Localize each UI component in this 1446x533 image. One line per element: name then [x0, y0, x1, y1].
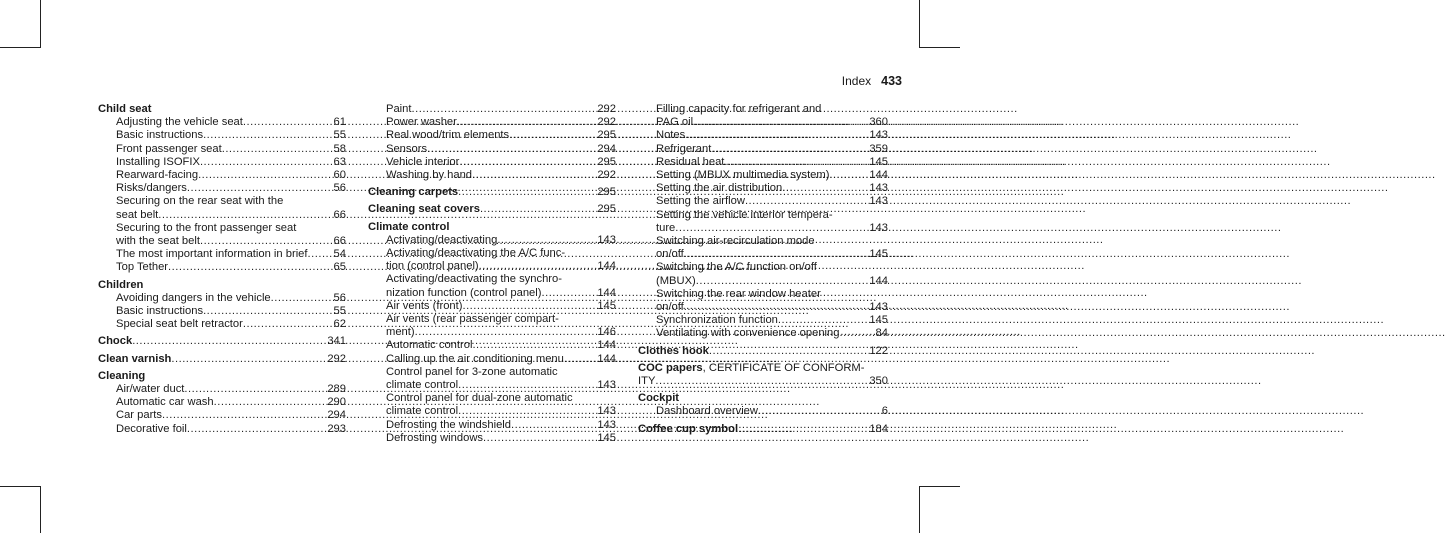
entry-page: 295 [597, 186, 616, 199]
index-entry [98, 383, 346, 396]
crop-mark [919, 486, 960, 487]
leader-dots [738, 423, 865, 436]
entry-page: 143 [869, 195, 888, 208]
entry-text: Dashboard overview [656, 405, 758, 418]
entry-text: on/off [656, 301, 684, 314]
leader-dots [655, 375, 865, 388]
crop-mark [40, 486, 41, 533]
entry-text: Setting (MBUX multimedia system) [656, 169, 830, 182]
index-heading [368, 203, 616, 216]
index-heading: Climate control [368, 220, 450, 233]
entry-text: climate control [386, 405, 459, 418]
entry-text: Setting the airflow [656, 195, 745, 208]
index-entry-line: Securing to the front passenger seat [116, 221, 297, 234]
entry-text: Car parts [116, 409, 163, 422]
entry-page: 293 [327, 422, 346, 435]
leader-dots [782, 182, 865, 195]
leader-dots [308, 248, 330, 261]
index-entry [368, 419, 616, 432]
entry-page: 144 [869, 274, 888, 287]
index-entry [638, 156, 888, 169]
entry-page: 55 [333, 305, 346, 318]
leader-dots [564, 353, 593, 366]
entry-text: ITY [638, 375, 656, 388]
leader-dots [479, 260, 594, 273]
entry-text: climate control [386, 379, 459, 392]
index-heading: Child seat [98, 103, 152, 115]
entry-text: nization function (control panel) [386, 286, 542, 299]
index-heading [98, 335, 346, 348]
leader-dots [415, 326, 594, 339]
leader-dots [214, 396, 324, 409]
entry-page: 66 [333, 208, 346, 221]
entry-text: Defrosting windows [386, 431, 484, 444]
entry-page: 290 [327, 396, 346, 409]
entry-text: Top Tether [116, 261, 169, 274]
entry-page: 122 [869, 344, 888, 357]
entry-page: 84 [875, 327, 888, 340]
entry-text: on/off [656, 248, 684, 261]
index-entry [638, 143, 888, 156]
entry-page: 184 [869, 422, 888, 435]
leader-dots [198, 169, 329, 182]
index-entry [98, 129, 346, 142]
index-entry [368, 339, 616, 352]
leader-dots [675, 222, 865, 235]
index-entry [638, 222, 888, 235]
index-entry [98, 182, 346, 195]
entry-page: 143 [597, 405, 616, 418]
entry-text: Vehicle interior [386, 155, 460, 168]
crop-mark [919, 47, 960, 48]
index-entry [98, 143, 346, 156]
header-label: Index [841, 74, 872, 88]
index-entry [368, 260, 616, 273]
entry-text: with the seat belt [116, 235, 200, 248]
entry-page: 145 [597, 299, 616, 312]
entry-text: Automatic control [386, 339, 473, 352]
entry-text: Sensors [386, 142, 428, 155]
crop-mark [40, 0, 41, 48]
entry-text: Avoiding dangers in the vehicle [116, 291, 271, 304]
entry-text: Real wood/trim elements [386, 129, 510, 142]
entry-text: COC papers [638, 361, 703, 374]
leader-dots [511, 419, 593, 432]
entry-text: Activating/deactivating [386, 233, 498, 246]
leader-dots [839, 327, 871, 340]
entry-page: 292 [327, 352, 346, 365]
page-number: 433 [881, 74, 902, 88]
entry-page: 146 [597, 326, 616, 339]
index-entry [638, 195, 888, 208]
entry-text: (MBUX) [656, 274, 696, 287]
entry-text: Ventilating with convenience opening [656, 327, 840, 340]
entry-text: Notes [656, 129, 686, 142]
index-entry [638, 182, 888, 195]
entry-page: 6 [881, 405, 888, 418]
index-entry [98, 116, 346, 129]
entry-page: 54 [333, 248, 346, 261]
index-entry [368, 326, 616, 339]
entry-page: 145 [869, 248, 888, 261]
index-entry [368, 432, 616, 445]
leader-dots [696, 275, 866, 288]
entry-text: Basic instructions [116, 305, 204, 318]
leader-dots [132, 335, 323, 348]
running-header [842, 74, 902, 88]
entry-page: 62 [333, 318, 346, 331]
index-heading [638, 423, 888, 436]
leader-dots [480, 203, 593, 216]
index-entry [638, 301, 888, 314]
leader-dots [162, 409, 323, 422]
entry-text: Residual heat [656, 155, 725, 168]
index-entry [638, 129, 888, 142]
index-entry [368, 143, 616, 156]
leader-dots [685, 129, 865, 142]
leader-dots [472, 169, 593, 182]
entry-page: 144 [869, 169, 888, 182]
entry-text: Risks/dangers [116, 182, 187, 195]
index-entry [368, 287, 616, 300]
index-entry [368, 103, 616, 116]
entry-page: 144 [597, 339, 616, 352]
entry-page: 144 [597, 352, 616, 365]
entry-page: 295 [597, 203, 616, 216]
entry-text: Coffee cup symbol [638, 422, 739, 435]
entry-page: 292 [597, 169, 616, 182]
entry-text: seat belt [116, 208, 159, 221]
leader-dots [459, 156, 593, 169]
entry-page: 360 [869, 116, 888, 129]
index-entry-line: Activating/deactivating the synchro- [386, 273, 562, 286]
index-entry-line: Switching the A/C function on/off [656, 261, 817, 274]
entry-page: 143 [869, 301, 888, 314]
entry-text: Rearward-facing [116, 169, 199, 182]
index-entry [368, 300, 616, 313]
entry-page: 294 [327, 409, 346, 422]
index-entry [638, 275, 888, 288]
entry-page: 292 [597, 103, 616, 115]
index-heading: Children [98, 278, 144, 291]
index-entry [638, 248, 888, 261]
entry-page: 143 [597, 233, 616, 246]
leader-dots [724, 156, 865, 169]
leader-dots [711, 143, 865, 156]
leader-dots [458, 379, 593, 392]
entry-page: 143 [597, 418, 616, 431]
entry-text: Cleaning seat covers [368, 203, 480, 216]
entry-page: 294 [597, 142, 616, 155]
index-entry [98, 292, 346, 305]
index-entry-line: Switching the rear window heater [656, 287, 821, 300]
index-column-1 [98, 103, 346, 436]
leader-dots [758, 405, 878, 418]
index-heading [638, 362, 888, 375]
entry-text: Refrigerant [656, 142, 712, 155]
index-entry-line: Switching air-recirculation mode [656, 235, 815, 248]
entry-page: 143 [869, 221, 888, 234]
entry-page: 145 [869, 314, 888, 327]
entry-text: Cleaning carpets [368, 186, 459, 199]
index-entry [638, 405, 888, 418]
entry-page: 56 [333, 182, 346, 195]
entry-text: Decorative foil [116, 422, 187, 435]
index-entry [368, 116, 616, 129]
entry-text: tion (control panel) [386, 260, 479, 273]
entry-text: ture [656, 221, 676, 234]
entry-text: ment) [386, 326, 415, 339]
index-entry [98, 423, 346, 436]
entry-text: Air/water duct [116, 383, 185, 396]
index-entry [638, 314, 888, 327]
entry-page: 55 [333, 129, 346, 142]
leader-dots [497, 234, 593, 247]
crop-mark [0, 47, 41, 48]
entry-text: Setting the air distribution [656, 182, 783, 195]
index-entry [98, 409, 346, 422]
leader-dots [184, 383, 323, 396]
leader-dots [412, 103, 594, 116]
index-heading [638, 345, 888, 358]
entry-text: Clothes hook [638, 344, 709, 357]
leader-dots [458, 405, 593, 418]
leader-dots [427, 143, 593, 156]
index-heading: Cleaning [98, 369, 146, 382]
leader-dots [187, 423, 323, 436]
crop-mark [919, 0, 920, 48]
leader-dots [200, 235, 330, 248]
index-entry [368, 234, 616, 247]
entry-page: 63 [333, 155, 346, 168]
entry-text: Defrosting the windshield [386, 418, 511, 431]
entry-text: Special seat belt retractor [116, 318, 243, 331]
entry-page: 65 [333, 261, 346, 274]
index-entry [98, 261, 346, 274]
index-entry [98, 396, 346, 409]
entry-page: 145 [597, 431, 616, 444]
leader-dots [203, 305, 329, 318]
index-entry [368, 156, 616, 169]
index-entry-line: Control panel for 3-zone automatic [386, 365, 558, 378]
entry-page: 56 [333, 291, 346, 304]
leader-dots [158, 209, 329, 222]
entry-text: Basic instructions [116, 129, 204, 142]
entry-page: 66 [333, 235, 346, 248]
entry-text: Washing by hand [386, 169, 473, 182]
index-entry [368, 129, 616, 142]
index-entry [368, 353, 616, 366]
index-entry [638, 375, 888, 388]
index-column-2 [368, 103, 616, 445]
entry-text: Automatic car wash [116, 396, 214, 409]
leader-dots [243, 318, 330, 331]
entry-page: 295 [597, 155, 616, 168]
index-entry [98, 209, 346, 222]
leader-dots [187, 182, 330, 195]
entry-text: Power washer [386, 116, 457, 129]
leader-dots [684, 248, 866, 261]
leader-dots [457, 116, 593, 129]
leader-dots [458, 186, 593, 199]
index-heading [368, 186, 616, 199]
entry-page: 341 [327, 335, 346, 348]
entry-page: 144 [597, 286, 616, 299]
entry-page: 350 [869, 375, 888, 388]
crop-mark [0, 486, 41, 487]
index-entry-line: Securing on the rear seat with the [116, 195, 284, 208]
entry-text: Adjusting the vehicle seat [116, 116, 243, 129]
entry-page: 145 [869, 155, 888, 168]
leader-dots [778, 314, 865, 327]
entry-text: Front passenger seat [116, 142, 222, 155]
entry-text: Air vents (front) [386, 299, 463, 312]
index-heading: Cockpit [638, 392, 680, 405]
leader-dots [171, 353, 323, 366]
entry-page: 144 [597, 260, 616, 273]
leader-dots [684, 301, 866, 314]
index-entry [638, 327, 888, 340]
entry-text: PAG oil [656, 116, 694, 129]
entry-text: Clean varnish [98, 352, 172, 365]
entry-text: Calling up the air conditioning menu [386, 352, 564, 365]
index-entry-line: Activating/deactivating the A/C func- [386, 247, 566, 260]
entry-page: 143 [869, 182, 888, 195]
index-entry [98, 318, 346, 331]
leader-dots [541, 287, 593, 300]
index-column-3 [638, 103, 888, 436]
entry-page: 143 [597, 379, 616, 392]
entry-page: 292 [597, 116, 616, 129]
index-entry [98, 235, 346, 248]
entry-page: 58 [333, 142, 346, 155]
index-entry [98, 248, 346, 261]
crop-mark [919, 486, 920, 533]
entry-text: Paint [386, 103, 412, 115]
index-entry [638, 116, 888, 129]
leader-dots [709, 345, 865, 358]
leader-dots [829, 169, 865, 182]
leader-dots [462, 300, 593, 313]
entry-text: The most important information in brief [116, 248, 308, 261]
index-entry [98, 305, 346, 318]
index-entry-line: Air vents (rear passenger compart- [386, 313, 559, 326]
leader-dots [693, 116, 865, 129]
entry-page: 359 [869, 142, 888, 155]
index-entry-line: Setting the vehicle interior tempera- [656, 208, 833, 221]
leader-dots [509, 129, 593, 142]
index-heading [98, 353, 346, 366]
leader-dots [200, 156, 330, 169]
index-entry [368, 405, 616, 418]
index-entry [368, 379, 616, 392]
leader-dots [472, 339, 593, 352]
entry-text: Installing ISOFIX [116, 155, 200, 168]
index-entry-line: Filling capacity for refrigerant and [656, 103, 822, 115]
leader-dots [271, 292, 330, 305]
index-entry-line: Control panel for dual-zone automatic [386, 392, 573, 405]
entry-page: 60 [333, 169, 346, 182]
leader-dots [243, 116, 330, 129]
entry-suffix: , CERTIFICATE OF CONFORM- [702, 361, 865, 374]
entry-page: 143 [869, 129, 888, 142]
leader-dots [203, 129, 329, 142]
index-entry [98, 156, 346, 169]
entry-text: Synchronization function [656, 314, 778, 327]
leader-dots [745, 195, 865, 208]
entry-page: 61 [333, 116, 346, 129]
index-entry [638, 169, 888, 182]
index-entry [368, 169, 616, 182]
entry-page: 295 [597, 129, 616, 142]
leader-dots [483, 432, 593, 445]
leader-dots [168, 261, 330, 274]
entry-page: 289 [327, 383, 346, 396]
leader-dots [222, 143, 330, 156]
index-entry [98, 169, 346, 182]
entry-text: Chock [98, 335, 133, 348]
